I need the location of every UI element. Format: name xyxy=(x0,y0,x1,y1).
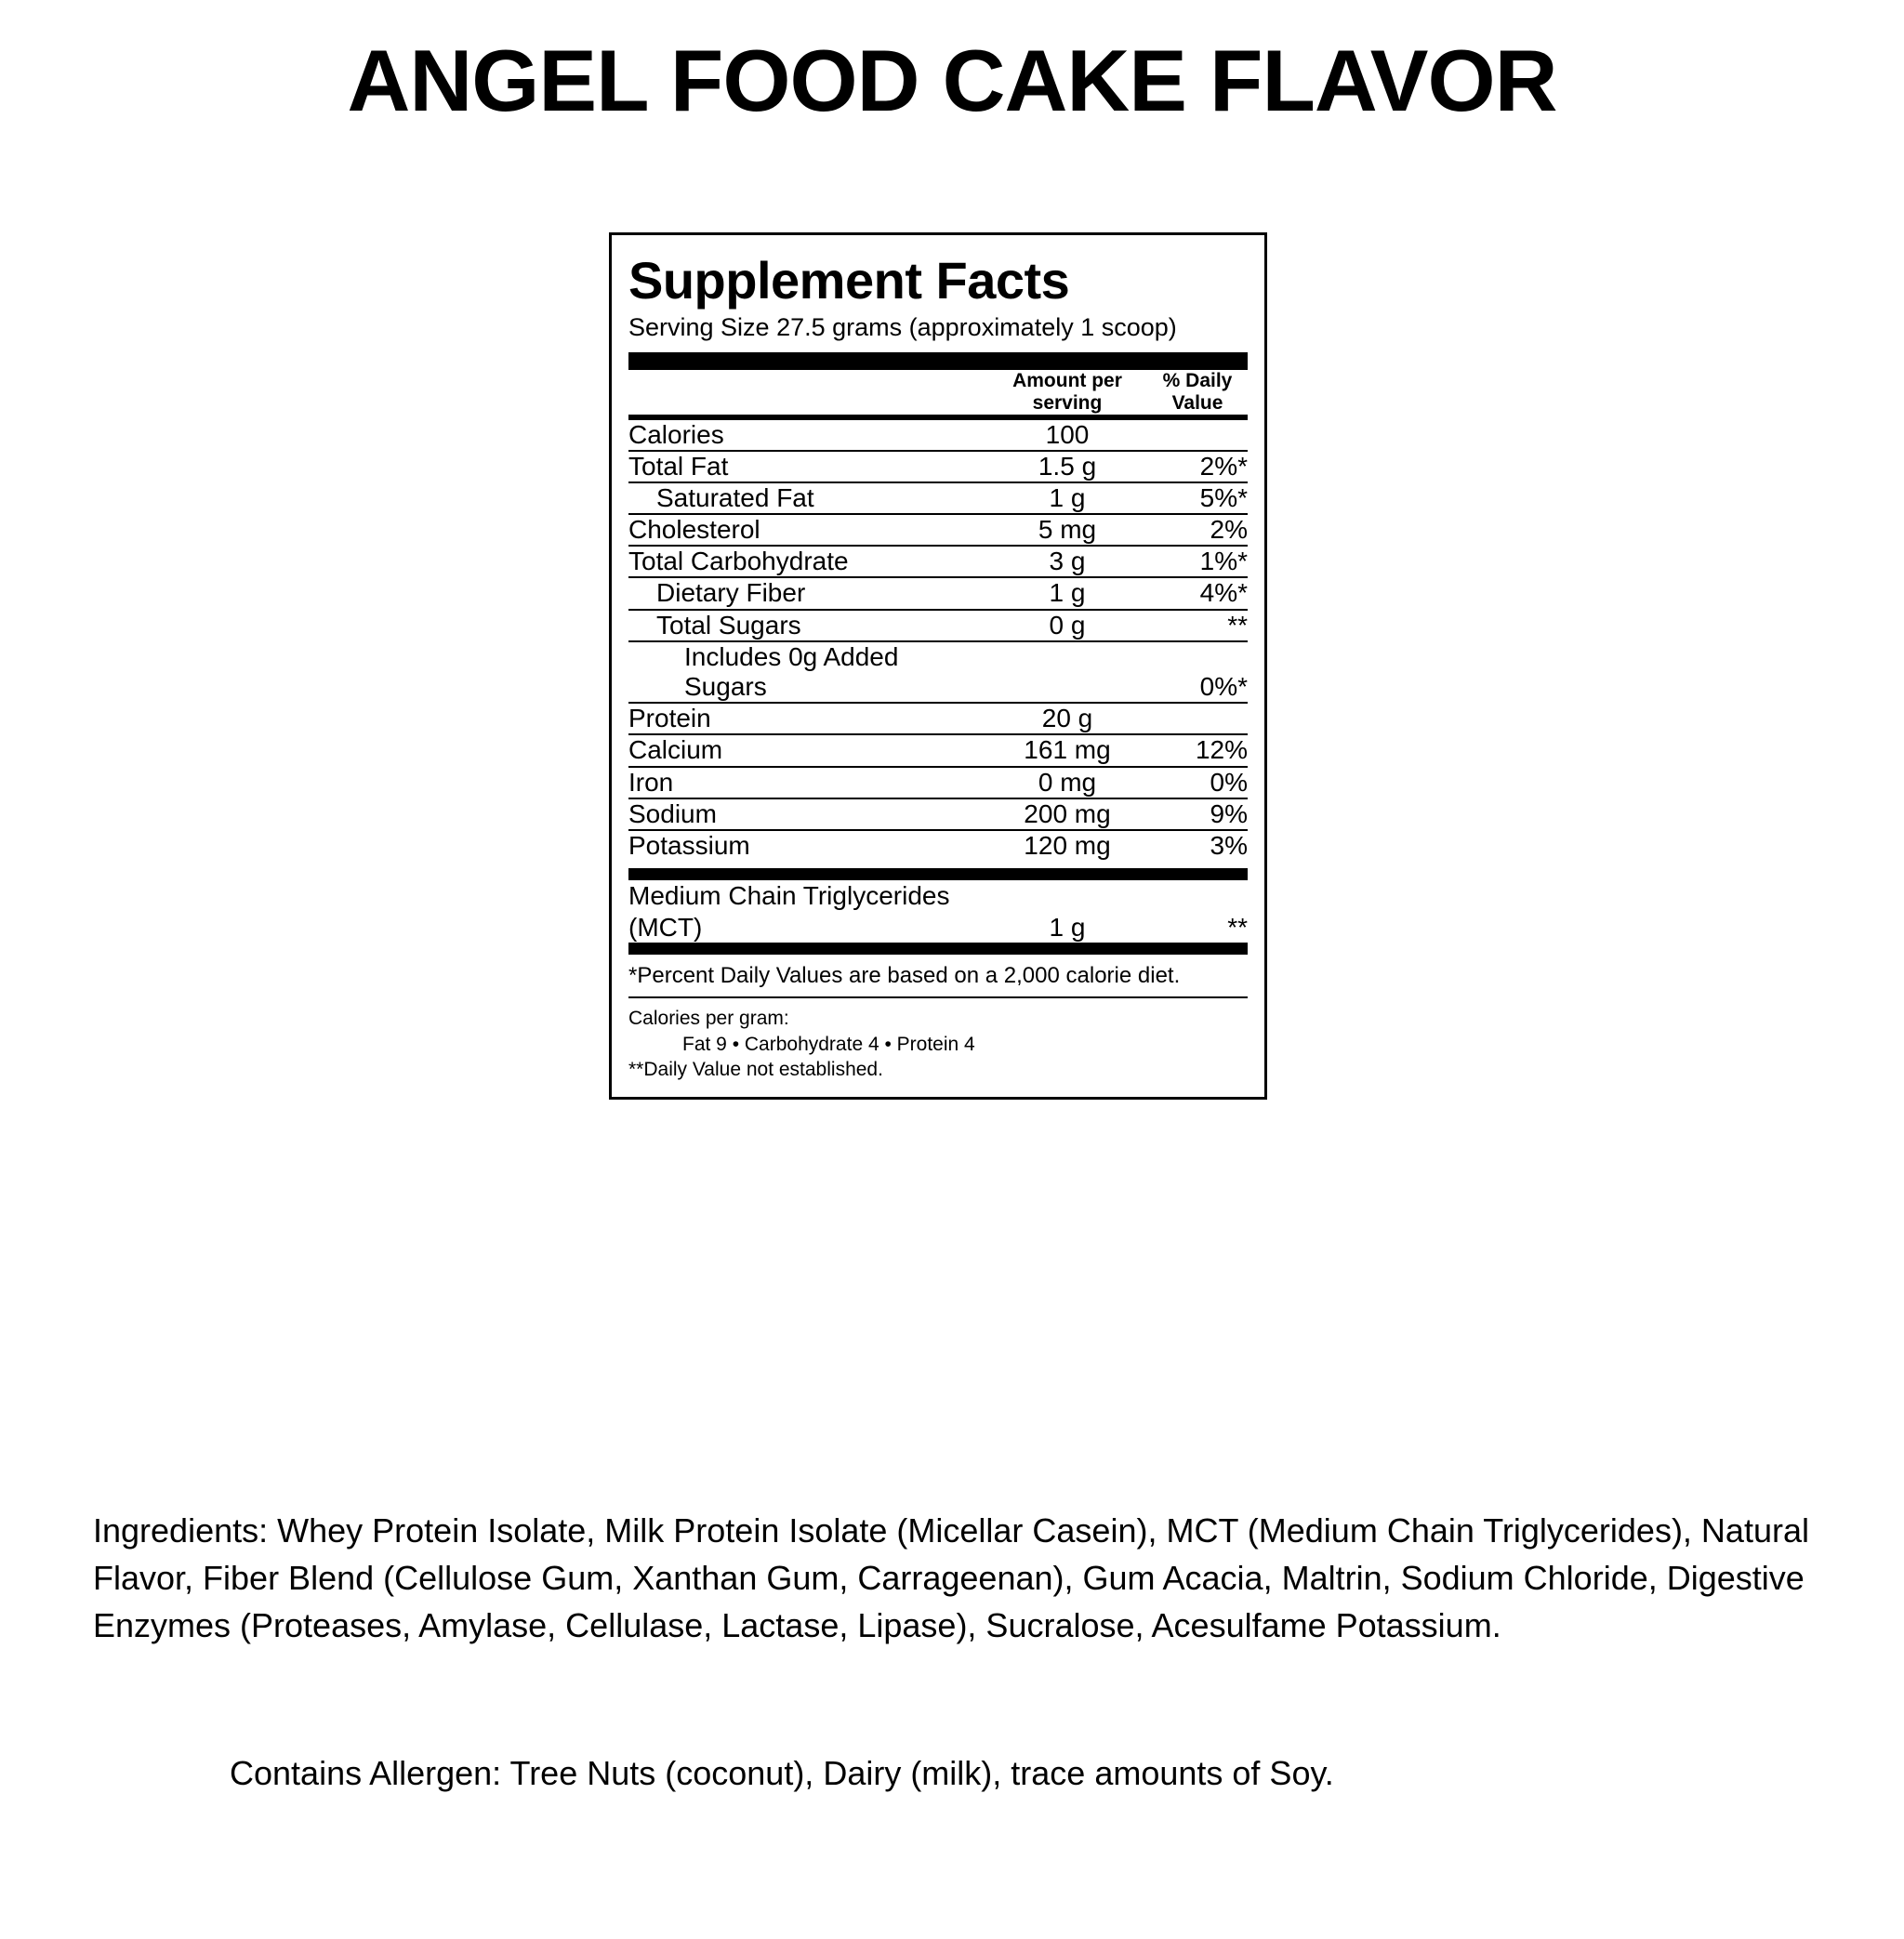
table-row xyxy=(628,767,1248,798)
header-dv-line2: Value xyxy=(1171,391,1223,414)
row-dv: 0% xyxy=(1147,767,1248,798)
row-dv: 2% xyxy=(1147,514,1248,546)
table-row xyxy=(628,482,1248,514)
row-label: Total Sugars xyxy=(628,610,987,641)
header-amount-per-serving xyxy=(987,370,1147,414)
daily-value-footnote: *Percent Daily Values are based on a 2,000 calorie diet. xyxy=(628,955,1248,998)
row-dv: 2%* xyxy=(1147,451,1248,482)
divider-thick-bottom xyxy=(628,943,1248,955)
row-amount: 100 xyxy=(1045,419,1090,449)
row-label: Total Carbohydrate xyxy=(628,546,987,577)
header-amount-line1: Amount per xyxy=(1012,370,1122,392)
extra-nutrient-table xyxy=(628,880,1248,943)
row-label: Sodium xyxy=(628,798,987,830)
table-row xyxy=(628,641,1248,703)
row-dv xyxy=(1147,417,1248,451)
header-amount-line2: serving xyxy=(1032,391,1103,414)
page-title: ANGEL FOOD CAKE FLAVOR xyxy=(347,32,1557,129)
divider-thick-middle xyxy=(628,868,1248,880)
dv-not-established-note: **Daily Value not established. xyxy=(628,1058,883,1080)
row-label: Includes 0g Added Sugars xyxy=(628,641,987,703)
nutrition-table xyxy=(628,370,1248,861)
row-label: Calories xyxy=(628,419,724,449)
header-blank xyxy=(628,370,987,414)
row-amount: 1 g xyxy=(987,482,1147,514)
table-row xyxy=(628,830,1248,861)
row-label: Iron xyxy=(628,767,987,798)
row-label: Calcium xyxy=(628,734,987,766)
row-label: Protein xyxy=(628,703,987,734)
allergen-text: Contains Allergen: Tree Nuts (coconut), Dairy (milk), trace amounts of Soy. xyxy=(230,1754,1334,1792)
row-amount: 5 mg xyxy=(987,514,1147,546)
header-daily-value xyxy=(1147,370,1248,414)
row-amount: 1 g xyxy=(1049,912,1086,942)
ingredients-text: Ingredients: Whey Protein Isolate, Milk Protein Isolate (Micellar Casein), MCT (Medium Chain Triglycerides), Natural Flavor, Fiber Blend (Cellulose Gum, Xanthan Gum, Carrageenan), Gum Acacia, Maltrin, Sodium Chloride, Digestive Enzymes (Proteases, Amylase, Cellulase, Lactase, Lipase), Sucralose, Acesulfame Potassium. xyxy=(93,1511,1809,1645)
row-amount: 0 g xyxy=(987,610,1147,641)
header-dv-line1: % Daily xyxy=(1162,370,1233,392)
row-amount xyxy=(987,641,1147,703)
row-amount: 120 mg xyxy=(987,830,1147,861)
table-row xyxy=(628,703,1248,734)
serving-size-text: Serving Size 27.5 grams (approximately 1 scoop) xyxy=(628,312,1177,341)
calories-per-gram-values: Fat 9 • Carbohydrate 4 • Protein 4 xyxy=(682,1033,975,1055)
table-row xyxy=(628,451,1248,482)
supplement-facts-panel xyxy=(609,232,1267,1100)
table-row xyxy=(628,798,1248,830)
row-dv: 1%* xyxy=(1147,546,1248,577)
row-label: Total Fat xyxy=(628,451,987,482)
row-label: Potassium xyxy=(628,830,987,861)
row-label: Cholesterol xyxy=(628,514,987,546)
table-header-row xyxy=(628,370,1248,414)
row-amount: 161 mg xyxy=(987,734,1147,766)
divider-thick-top xyxy=(628,352,1248,370)
row-dv xyxy=(1147,703,1248,734)
row-amount: 20 g xyxy=(987,703,1147,734)
table-row xyxy=(628,577,1248,609)
row-dv: 5%* xyxy=(1147,482,1248,514)
row-dv: ** xyxy=(1227,912,1248,942)
table-row xyxy=(628,734,1248,766)
row-amount: 1 g xyxy=(987,577,1147,609)
row-dv: 4%* xyxy=(1147,577,1248,609)
row-amount: 1.5 g xyxy=(987,451,1147,482)
row-dv: 0%* xyxy=(1147,641,1248,703)
table-row xyxy=(628,546,1248,577)
row-amount: 200 mg xyxy=(987,798,1147,830)
row-label: Medium Chain Triglycerides (MCT) xyxy=(628,881,950,942)
table-row xyxy=(628,514,1248,546)
row-dv: ** xyxy=(1147,610,1248,641)
row-amount: 0 mg xyxy=(987,767,1147,798)
row-dv: 3% xyxy=(1147,830,1248,861)
row-dv: 9% xyxy=(1147,798,1248,830)
calories-per-gram-block xyxy=(628,998,1248,1082)
table-row xyxy=(628,610,1248,641)
row-label: Dietary Fiber xyxy=(628,577,987,609)
row-label: Saturated Fat xyxy=(628,482,987,514)
table-row xyxy=(628,417,1248,451)
row-dv: 12% xyxy=(1147,734,1248,766)
supplement-facts-heading: Supplement Facts xyxy=(628,251,1070,310)
calories-per-gram-label: Calories per gram: xyxy=(628,1008,789,1030)
table-row xyxy=(628,880,1248,943)
row-amount: 3 g xyxy=(987,546,1147,577)
